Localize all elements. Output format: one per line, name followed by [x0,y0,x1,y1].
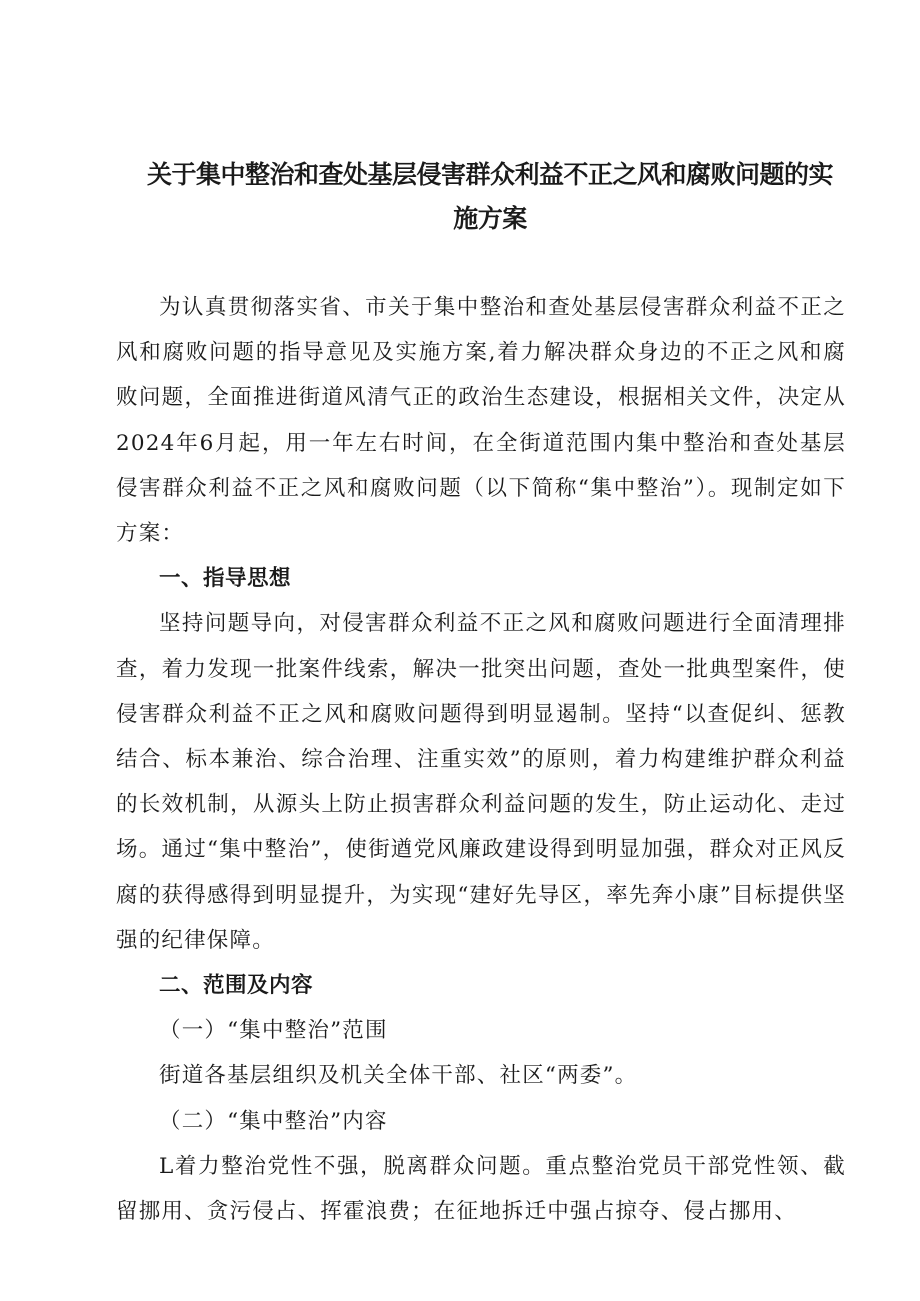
intro-paragraph: 为认真贯彻落实省、市关于集中整治和查处基层侵害群众利益不正之风和腐败问题的指导意见及实施方案,着力解决群众身边的不正之风和腐败问题，全面推进街道风清气正的政治生态建设，根据相关文件，决定从2024年6月起，用一年左右时间，在全街道范围内集中整治和查处基层侵害群众利益不正之风和腐败问题（以下简称“集中整治”）。现制定如下方案： [116,295,846,547]
document-title-line2: 施方案 [453,204,527,233]
section1-paragraph: 坚持问题导向，对侵害群众利益不正之风和腐败问题进行全面清理排查，着力发现一批案件线索，解决一批突出问题，查处一批典型案件，使侵害群众利益不正之风和腐败问题得到明显遏制。坚持“以查促纠、惩教结合、标本兼治、综合治理、注重实效”的原则，着力构建维护群众利益的长效机制，从源头上防止损害群众利益问题的发生，防止运动化、走过场。通过“集中整治”，使街遒党风廉政建设得到明显加强，群众对正风反腐的获得感得到明显提升，为实现“建好先导区，率先奔小康”目标提供坚强的纪律保障。 [116,611,846,953]
section2-heading: 二、范围及内容 [159,973,314,999]
section1-heading: 一、指导思想 [159,566,292,592]
document-title-line1: 关于集中整治和查处基层侵害群众利益不正之风和腐败问题的实 [146,160,833,189]
subsection2-heading: （二）“集中整治”内容 [159,1108,388,1134]
item1-paragraph: L着力整治党性不强，脱离群众问题。重点整治党员干部党性领、截留挪用、贪污侵占、挥霍浪费；在征地拆迁中强占掠夺、侵占挪用、 [116,1153,846,1225]
subsection1-heading: （一）“集中整治”范围 [159,1018,388,1044]
document-body [116,285,846,1234]
subsection1-paragraph: 街道各基层组织及机关全体干部、社区“两委”。 [159,1063,638,1089]
